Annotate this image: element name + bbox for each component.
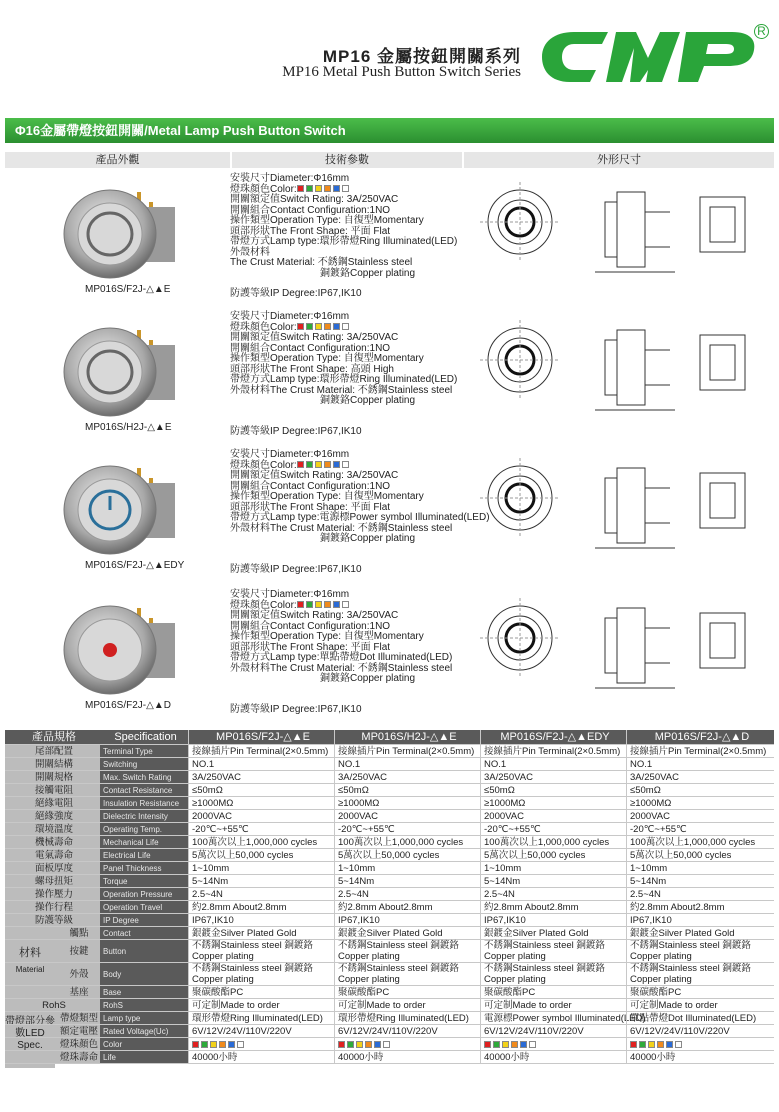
- product-code: MP016S/F2J-△▲EDY: [85, 560, 185, 571]
- row-label-en: Dielectric Intensity: [100, 810, 188, 822]
- product-specs: [230, 174, 490, 279]
- color-swatch-W: [342, 185, 349, 192]
- table-row: [5, 986, 774, 999]
- row-value: 聚碳酸酯PC: [626, 986, 774, 998]
- spec-line: 操作類型Operation Type: 自復型Momentary: [230, 215, 424, 226]
- row-label-en: IP Degree: [100, 914, 188, 926]
- table-row: [5, 940, 774, 963]
- row-value: -20℃~+55℃: [626, 823, 774, 835]
- spec-line: 帶燈方式Lamp type:環形帶燈Ring Illuminated(LED): [230, 236, 458, 247]
- row-label-en: Electrical Life: [100, 849, 188, 861]
- row-value: 聚碳酸酯PC: [480, 986, 626, 998]
- spec-line: 外殼材料The Crust Material: 不銹鋼Stainless steel: [230, 384, 453, 396]
- row-value: 5萬次以上50,000 cycles: [334, 849, 480, 861]
- row-label-cn: 環境溫度: [5, 823, 100, 835]
- row-value: 100萬次以上1,000,000 cycles: [480, 836, 626, 848]
- table-row: [5, 836, 774, 849]
- row-value: 約2.8mm About2.8mm: [626, 901, 774, 913]
- row-label-cn: 基座: [55, 986, 100, 998]
- row-value: 2000VAC: [626, 810, 774, 822]
- color-swatch-G: [493, 1041, 500, 1048]
- color-swatch-Y: [315, 461, 322, 468]
- table-row: [5, 758, 774, 771]
- head-model: MP016S/F2J-△▲E: [188, 730, 334, 744]
- head-cn: 產品規格: [5, 730, 100, 744]
- material-label: 材料 Material: [5, 927, 55, 1001]
- dimension-drawing: [475, 172, 770, 290]
- color-swatch-O: [324, 461, 331, 468]
- row-label-cn: 接觸電阻: [5, 784, 100, 796]
- row-label-cn: 防護等級: [5, 914, 100, 926]
- color-swatch-W: [237, 1041, 244, 1048]
- color-swatch-B: [228, 1041, 235, 1048]
- row-value: 2000VAC: [188, 810, 334, 822]
- row-value: 5萬次以上50,000 cycles: [188, 849, 334, 861]
- color-swatch-R: [192, 1041, 199, 1048]
- product-code: MP016S/F2J-△▲E: [85, 284, 171, 295]
- spec-line: 銅鍍鉻Copper plating: [320, 673, 416, 684]
- color-swatch-B: [374, 1041, 381, 1048]
- row-value: NO.1: [626, 758, 774, 770]
- color-swatch-R: [484, 1041, 491, 1048]
- row-value: NO.1: [480, 758, 626, 770]
- row-label-cn: 電氣壽命: [5, 849, 100, 861]
- ip-degree: 防護等級IP Degree:IP67,IK10: [230, 426, 362, 437]
- color-swatch-Y: [502, 1041, 509, 1048]
- spec-line: 開關組合Contact Configuration:1NO: [230, 480, 391, 492]
- color-swatch-R: [630, 1041, 637, 1048]
- row-value: 6V/12V/24V/110V/220V: [480, 1025, 626, 1037]
- table-row: [5, 927, 774, 940]
- color-swatch-Y: [210, 1041, 217, 1048]
- table-row: [5, 797, 774, 810]
- spec-table: [5, 730, 774, 1064]
- spec-line: 開關組合Contact Configuration:1NO: [230, 342, 391, 354]
- row-label-en: Rated Voltage(Uc): [100, 1025, 188, 1037]
- row-value: 不銹鋼Stainless steel 銅鍍鉻Copper plating: [480, 940, 626, 962]
- row-label-en: Operation Pressure: [100, 888, 188, 900]
- spec-line: 安裝尺寸Diameter:Φ16mm: [230, 449, 350, 460]
- table-row: [5, 849, 774, 862]
- row-value: 40000小時: [626, 1051, 774, 1063]
- row-value: 環形帶燈Ring Illuminated(LED): [188, 1012, 334, 1024]
- color-swatch-B: [333, 323, 340, 330]
- product-specs: [230, 590, 490, 685]
- color-swatch-B: [666, 1041, 673, 1048]
- ip-degree: 防護等級IP Degree:IP67,IK10: [230, 704, 362, 715]
- row-label-cn: 絕緣強度: [5, 810, 100, 822]
- row-value: 40000小時: [188, 1051, 334, 1063]
- color-swatch-B: [333, 601, 340, 608]
- row-label-cn: 按鍵: [55, 940, 100, 962]
- row-value: 2.5~4N: [480, 888, 626, 900]
- color-swatch-B: [520, 1041, 527, 1048]
- color-swatch-W: [675, 1041, 682, 1048]
- spec-line: 開關額定值Switch Rating: 3A/250VAC: [230, 332, 399, 343]
- row-value: 電源標Power symbol Illuminated(LED): [480, 1012, 626, 1024]
- row-value: 100萬次以上1,000,000 cycles: [626, 836, 774, 848]
- spec-line: 開關額定值Switch Rating: 3A/250VAC: [230, 610, 399, 621]
- row-value: 接線插片Pin Terminal(2×0.5mm): [334, 745, 480, 757]
- spec-line: 銅鍍鉻Copper plating: [320, 267, 416, 279]
- product-photo: [55, 448, 195, 566]
- spec-line: 開關額定值Switch Rating: 3A/250VAC: [230, 194, 399, 205]
- spec-line: 燈珠顏色Color:: [230, 601, 490, 612]
- row-value: 不銹鋼Stainless steel 銅鍍鉻Copper plating: [480, 963, 626, 985]
- row-value: 5~14Nm: [626, 875, 774, 887]
- product-0: [5, 172, 774, 310]
- color-swatch-O: [365, 1041, 372, 1048]
- row-value: IP67,IK10: [334, 914, 480, 926]
- color-swatch-G: [306, 185, 313, 192]
- row-value: 環形帶燈Ring Illuminated(LED): [334, 1012, 480, 1024]
- row-value: 約2.8mm About2.8mm: [334, 901, 480, 913]
- color-swatch-O: [324, 601, 331, 608]
- row-label-en: Contact Resistance: [100, 784, 188, 796]
- registered-icon: R: [754, 24, 769, 39]
- row-value: 1~10mm: [334, 862, 480, 874]
- row-label-en: Terminal Type: [100, 745, 188, 757]
- table-row: [5, 963, 774, 986]
- product-photo: [55, 172, 195, 290]
- row-value: ≤50mΩ: [334, 784, 480, 796]
- color-swatch-W: [383, 1041, 390, 1048]
- color-swatch-R: [338, 1041, 345, 1048]
- spec-line: 安裝尺寸Diameter:Φ16mm: [230, 589, 350, 600]
- led-label: 帶燈部分參數LED Spec.: [5, 1012, 55, 1068]
- row-value: 可定制Made to order: [188, 999, 334, 1011]
- row-value: 2.5~4N: [626, 888, 774, 900]
- table-row: [5, 888, 774, 901]
- spec-line: 外殼材料The Crust Material: 不銹鋼Stainless steel: [230, 662, 453, 674]
- row-value: 不銹鋼Stainless steel 銅鍍鉻Copper plating: [188, 963, 334, 985]
- row-value: -20℃~+55℃: [480, 823, 626, 835]
- product-photo: [55, 310, 195, 428]
- row-label-en: Lamp type: [100, 1012, 188, 1024]
- color-swatch-R: [297, 601, 304, 608]
- title-en: MP16 Metal Push Button Switch Series: [282, 64, 521, 80]
- row-label-cn: 燈珠顏色: [55, 1038, 100, 1050]
- color-swatch-G: [306, 323, 313, 330]
- row-value: 可定制Made to order: [334, 999, 480, 1011]
- row-label-en: Body: [100, 963, 188, 985]
- spec-line: 頭部形狀The Front Shape: 高頭 High: [230, 363, 394, 375]
- row-label-en: Operation Travel: [100, 901, 188, 913]
- row-label-en: Life: [100, 1051, 188, 1063]
- row-label-cn: 螺母扭矩: [5, 875, 100, 887]
- spec-line: 安裝尺寸Diameter:Φ16mm: [230, 311, 350, 322]
- spec-line: 安裝尺寸Diameter:Φ16mm: [230, 173, 350, 184]
- row-label-en: Color: [100, 1038, 188, 1050]
- color-swatch-G: [347, 1041, 354, 1048]
- row-value: 可定制Made to order: [480, 999, 626, 1011]
- head-en: Specification: [100, 730, 188, 744]
- row-value: 6V/12V/24V/110V/220V: [626, 1025, 774, 1037]
- row-value: 1~10mm: [188, 862, 334, 874]
- product-specs: [230, 312, 490, 407]
- row-value: 接線插片Pin Terminal(2×0.5mm): [480, 745, 626, 757]
- row-value: 5~14Nm: [480, 875, 626, 887]
- row-value: 銀鍍金Silver Plated Gold: [334, 927, 480, 939]
- color-swatch-O: [511, 1041, 518, 1048]
- row-value: 約2.8mm About2.8mm: [480, 901, 626, 913]
- row-label-en: Base: [100, 986, 188, 998]
- table-row: [5, 771, 774, 784]
- row-value: 2000VAC: [480, 810, 626, 822]
- logo-graphic: [536, 30, 758, 84]
- row-value: 3A/250VAC: [626, 771, 774, 783]
- row-value: 40000小時: [334, 1051, 480, 1063]
- row-label-en: Max. Switch Rating: [100, 771, 188, 783]
- product-3: [5, 588, 774, 726]
- head-model: MP016S/H2J-△▲E: [334, 730, 480, 744]
- row-value: ≤50mΩ: [480, 784, 626, 796]
- spec-line: 開關組合Contact Configuration:1NO: [230, 620, 391, 632]
- spec-line: 燈珠顏色Color:: [230, 461, 490, 472]
- row-label-en: RohS: [100, 999, 188, 1011]
- row-value: ≥1000MΩ: [334, 797, 480, 809]
- row-value: 2.5~4N: [334, 888, 480, 900]
- row-label-cn: 開關結構: [5, 758, 100, 770]
- row-label-en: Switching: [100, 758, 188, 770]
- row-value: [188, 1038, 334, 1050]
- row-label-cn: 開關規格: [5, 771, 100, 783]
- row-label-cn: 面板厚度: [5, 862, 100, 874]
- row-value: 單點帶燈Dot Illuminated(LED): [626, 1012, 774, 1024]
- row-label-en: Operating Temp.: [100, 823, 188, 835]
- head-model: MP016S/F2J-△▲D: [626, 730, 774, 744]
- table-row: [5, 1038, 774, 1051]
- row-value: 2.5~4N: [188, 888, 334, 900]
- table-row: [5, 745, 774, 758]
- row-value: 聚碳酸酯PC: [188, 986, 334, 998]
- spec-line: 開關組合Contact Configuration:1NO: [230, 204, 391, 216]
- row-label-cn: RohS: [5, 999, 100, 1011]
- material-group: [5, 927, 774, 999]
- spec-line: 外殼材料: [230, 246, 270, 258]
- table-row: [5, 914, 774, 927]
- row-label-cn: 帶燈類型: [55, 1012, 100, 1024]
- table-row: [5, 810, 774, 823]
- row-value: -20℃~+55℃: [188, 823, 334, 835]
- row-label-cn: 外殼: [55, 963, 100, 985]
- color-swatch-W: [529, 1041, 536, 1048]
- row-value: 5萬次以上50,000 cycles: [480, 849, 626, 861]
- row-value: 接線插片Pin Terminal(2×0.5mm): [626, 745, 774, 757]
- table-row: [5, 901, 774, 914]
- row-value: 接線插片Pin Terminal(2×0.5mm): [188, 745, 334, 757]
- row-value: IP67,IK10: [626, 914, 774, 926]
- col-head-dimensions: 外形尺寸: [464, 152, 774, 168]
- row-value: 可定制Made to order: [626, 999, 774, 1011]
- head-model: MP016S/F2J-△▲EDY: [480, 730, 626, 744]
- row-value: 6V/12V/24V/110V/220V: [334, 1025, 480, 1037]
- spec-line: 操作類型Operation Type: 自復型Momentary: [230, 491, 424, 502]
- row-value: 不銹鋼Stainless steel 銅鍍鉻Copper plating: [188, 940, 334, 962]
- spec-line: 銅鍍鉻Copper plating: [320, 395, 416, 406]
- row-value: 不銹鋼Stainless steel 銅鍍鉻Copper plating: [626, 963, 774, 985]
- product-code: MP016S/F2J-△▲D: [85, 700, 171, 711]
- spec-line: 操作類型Operation Type: 自復型Momentary: [230, 353, 424, 364]
- row-value: 3A/250VAC: [188, 771, 334, 783]
- cmp-logo: [536, 30, 758, 84]
- dimension-drawing: [475, 588, 770, 706]
- col-head-parameters: 技術參數: [232, 152, 462, 168]
- table-header: [5, 730, 774, 745]
- row-label-en: Mechanical Life: [100, 836, 188, 848]
- spec-line: 帶燈方式Lamp type:電源標Power symbol Illuminated(LED): [230, 512, 490, 523]
- row-label-en: Torque: [100, 875, 188, 887]
- row-label-en: Contact: [100, 927, 188, 939]
- color-swatch-R: [297, 185, 304, 192]
- spec-line: 頭部形狀The Front Shape: 平面 Flat: [230, 501, 391, 513]
- table-row: [5, 1012, 774, 1025]
- spec-line: 燈珠顏色Color:: [230, 323, 490, 334]
- spec-line: 外殼材料The Crust Material: 不銹鋼Stainless steel: [230, 522, 453, 534]
- color-swatch-W: [342, 323, 349, 330]
- dimension-drawing: [475, 310, 770, 428]
- row-value: 3A/250VAC: [334, 771, 480, 783]
- color-swatch-Y: [315, 323, 322, 330]
- table-row: [5, 784, 774, 797]
- row-label-cn: 機械壽命: [5, 836, 100, 848]
- led-group: [5, 1012, 774, 1064]
- color-swatch-O: [324, 185, 331, 192]
- ip-degree: 防護等級IP Degree:IP67,IK10: [230, 288, 362, 299]
- dimension-drawing: [475, 448, 770, 566]
- row-value: -20℃~+55℃: [334, 823, 480, 835]
- product-2: [5, 448, 774, 586]
- color-swatch-R: [297, 461, 304, 468]
- spec-line: 開關額定值Switch Rating: 3A/250VAC: [230, 470, 399, 481]
- color-swatch-G: [306, 461, 313, 468]
- table-row: [5, 875, 774, 888]
- row-value: 1~10mm: [480, 862, 626, 874]
- row-value: 100萬次以上1,000,000 cycles: [188, 836, 334, 848]
- product-1: [5, 310, 774, 448]
- color-swatch-O: [219, 1041, 226, 1048]
- row-value: 銀鍍金Silver Plated Gold: [480, 927, 626, 939]
- row-label-en: Insulation Resistance: [100, 797, 188, 809]
- color-swatch-Y: [315, 185, 322, 192]
- color-swatch-W: [342, 601, 349, 608]
- row-value: 不銹鋼Stainless steel 銅鍍鉻Copper plating: [334, 963, 480, 985]
- row-label-en: Button: [100, 940, 188, 962]
- table-row: [5, 1051, 774, 1064]
- row-value: 約2.8mm About2.8mm: [188, 901, 334, 913]
- row-value: [626, 1038, 774, 1050]
- col-head-appearance: 產品外觀: [5, 152, 230, 168]
- row-label-cn: 絕緣電阻: [5, 797, 100, 809]
- color-swatch-O: [324, 323, 331, 330]
- row-value: IP67,IK10: [480, 914, 626, 926]
- color-swatch-B: [333, 185, 340, 192]
- row-value: 5~14Nm: [188, 875, 334, 887]
- row-value: NO.1: [188, 758, 334, 770]
- row-value: 不銹鋼Stainless steel 銅鍍鉻Copper plating: [334, 940, 480, 962]
- color-swatch-G: [306, 601, 313, 608]
- table-row: [5, 823, 774, 836]
- row-value: 銀鍍金Silver Plated Gold: [188, 927, 334, 939]
- row-value: 6V/12V/24V/110V/220V: [188, 1025, 334, 1037]
- color-swatch-G: [201, 1041, 208, 1048]
- color-swatch-G: [639, 1041, 646, 1048]
- row-value: 3A/250VAC: [480, 771, 626, 783]
- section-title: Φ16金屬帶燈按鈕開關/Metal Lamp Push Button Switch: [5, 118, 774, 143]
- row-value: 40000小時: [480, 1051, 626, 1063]
- color-swatch-O: [657, 1041, 664, 1048]
- table-row: [5, 862, 774, 875]
- row-value: ≤50mΩ: [626, 784, 774, 796]
- row-label-cn: 操作壓力: [5, 888, 100, 900]
- spec-line: 燈珠顏色Color:: [230, 185, 490, 196]
- spec-line: 帶燈方式Lamp type:單點帶燈Dot Illuminated(LED): [230, 652, 453, 663]
- spec-line: 頭部形狀The Front Shape: 平面 Flat: [230, 641, 391, 653]
- color-swatch-Y: [648, 1041, 655, 1048]
- product-specs: [230, 450, 490, 545]
- row-value: NO.1: [334, 758, 480, 770]
- spec-line: The Crust Material: 不銹鋼Stainless steel: [230, 257, 413, 268]
- row-label-cn: 燈珠壽命: [55, 1051, 100, 1063]
- title-cn: MP16 金屬按鈕開關系列: [322, 47, 521, 66]
- row-label-cn: 觸點: [55, 927, 100, 939]
- row-value: 5~14Nm: [334, 875, 480, 887]
- spec-line: 銅鍍鉻Copper plating: [320, 533, 416, 544]
- row-value: 100萬次以上1,000,000 cycles: [334, 836, 480, 848]
- row-value: ≥1000MΩ: [480, 797, 626, 809]
- product-code: MP016S/H2J-△▲E: [85, 422, 172, 433]
- row-value: 1~10mm: [626, 862, 774, 874]
- row-value: 銀鍍金Silver Plated Gold: [626, 927, 774, 939]
- color-swatch-B: [333, 461, 340, 468]
- row-value: [334, 1038, 480, 1050]
- row-value: [480, 1038, 626, 1050]
- row-value: ≥1000MΩ: [188, 797, 334, 809]
- row-label-cn: 額定電壓: [55, 1025, 100, 1037]
- row-value: 聚碳酸酯PC: [334, 986, 480, 998]
- color-swatch-Y: [356, 1041, 363, 1048]
- row-value: 2000VAC: [334, 810, 480, 822]
- color-swatch-Y: [315, 601, 322, 608]
- spec-line: 頭部形狀The Front Shape: 平面 Flat: [230, 225, 391, 237]
- page-header: [0, 0, 779, 100]
- spec-line: 帶燈方式Lamp type:環形帶燈Ring Illuminated(LED): [230, 374, 458, 385]
- row-value: 5萬次以上50,000 cycles: [626, 849, 774, 861]
- table-row: [5, 999, 774, 1012]
- row-label-en: Panel Thickness: [100, 862, 188, 874]
- row-value: ≥1000MΩ: [626, 797, 774, 809]
- row-value: 不銹鋼Stainless steel 銅鍍鉻Copper plating: [626, 940, 774, 962]
- row-label-cn: 尾部配置: [5, 745, 100, 757]
- product-photo: [55, 588, 195, 706]
- row-value: IP67,IK10: [188, 914, 334, 926]
- row-value: ≤50mΩ: [188, 784, 334, 796]
- color-swatch-R: [297, 323, 304, 330]
- spec-line: 操作類型Operation Type: 自復型Momentary: [230, 631, 424, 642]
- color-swatch-W: [342, 461, 349, 468]
- row-label-cn: 操作行程: [5, 901, 100, 913]
- table-row: [5, 1025, 774, 1038]
- ip-degree: 防護等級IP Degree:IP67,IK10: [230, 564, 362, 575]
